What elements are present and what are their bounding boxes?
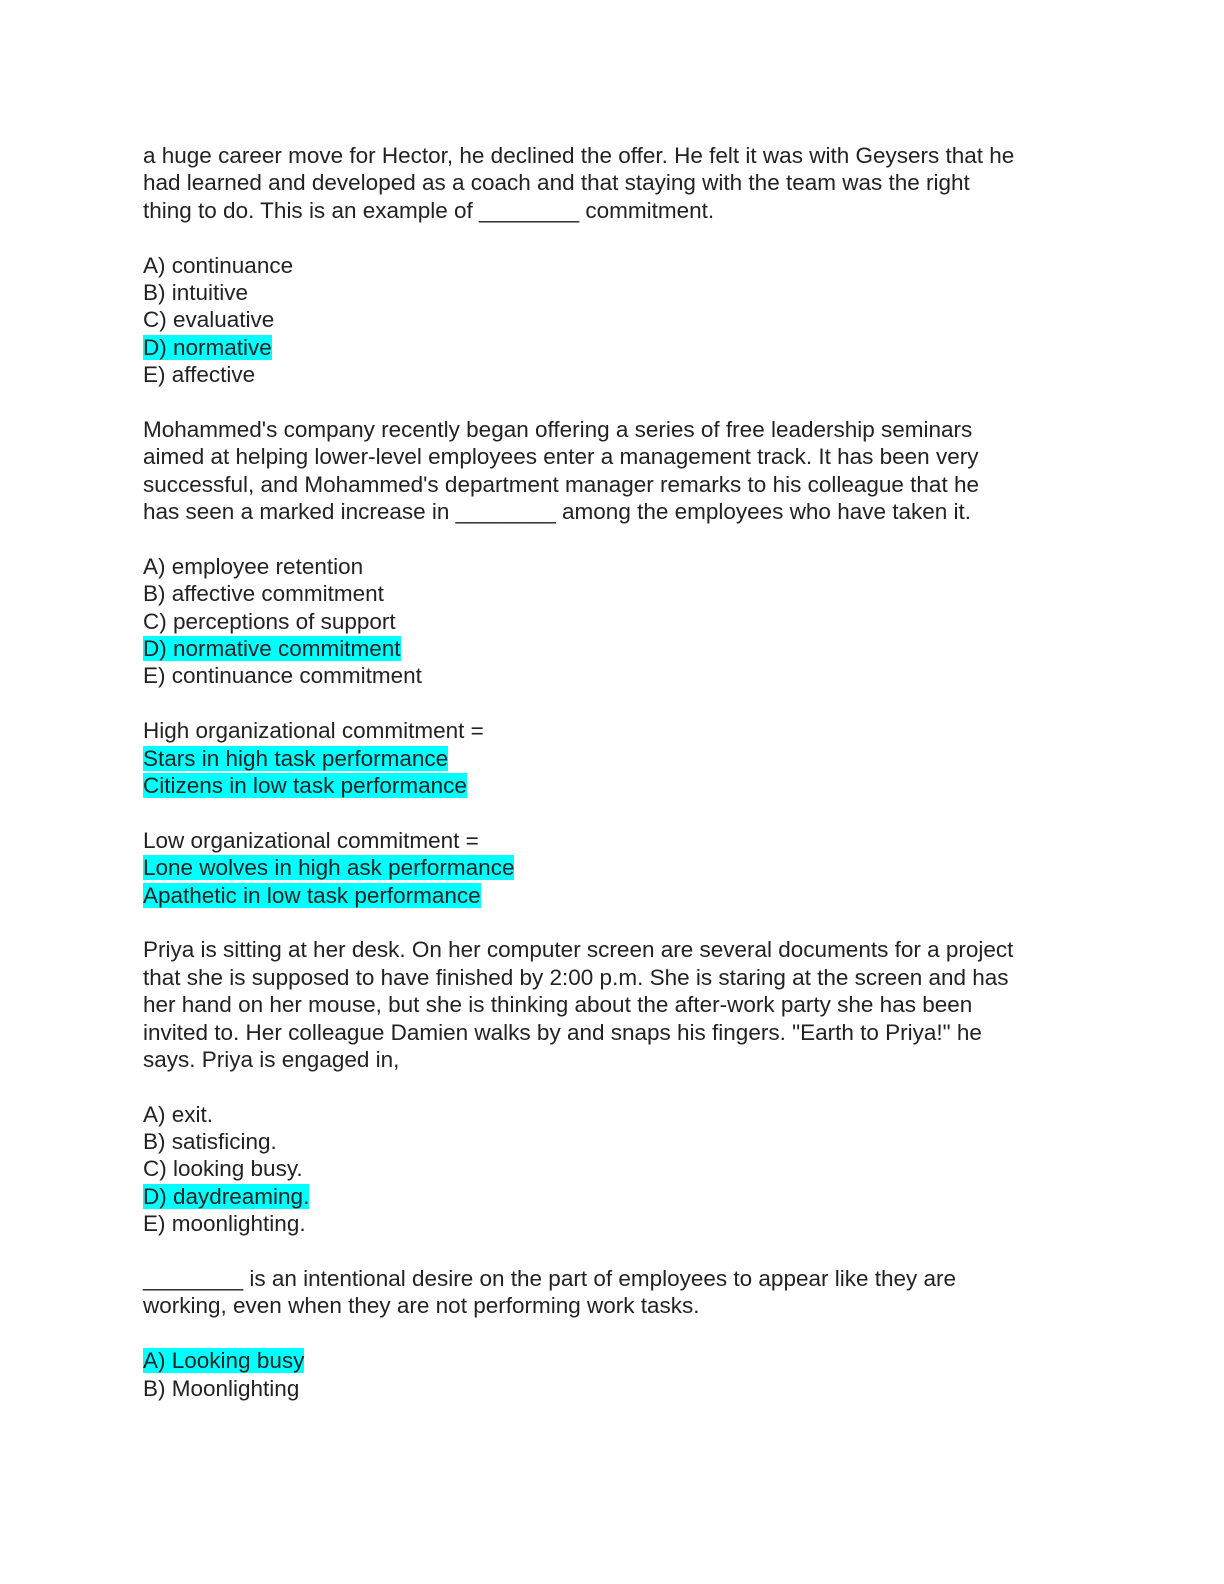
answer-option: C) looking busy. [143,1156,303,1182]
question-stem-line: says. Priya is engaged in, [143,1046,400,1072]
answer-option: B) affective commitment [143,581,384,607]
answer-option: C) perceptions of support [143,608,396,634]
highlight: A) Looking busy [143,1348,305,1374]
document-page [143,142,1083,1402]
highlight: D) normative commitment [143,636,401,662]
highlight: Stars in high task performance [143,745,449,771]
highlight: Apathetic in low task performance [143,882,481,908]
note-item [143,882,1083,909]
question-stem-line: a huge career move for Hector, he declined the offer. He felt it was with Geysers that he [143,143,1015,168]
question-2 [143,416,1083,690]
highlight: D) normative [143,334,272,360]
question-stem-line: that she is supposed to have finished by 2:00 p.m. She is staring at the screen and has [143,964,1009,990]
answer-option: E) moonlighting. [143,1211,306,1237]
answer-option: E) continuance commitment [143,663,422,689]
question-stem-line: Mohammed's company recently began offering a series of free leadership seminars [143,416,973,442]
answer-option-highlighted [143,334,1083,361]
answer-option-highlighted [143,1347,1083,1374]
answer-option: B) satisficing. [143,1129,277,1155]
question-stem-line: had learned and developed as a coach and that staying with the team was the right [143,170,970,196]
question-stem-line: her hand on her mouse, but she is thinking about the after-work party she has been [143,992,973,1018]
answer-option: E) affective [143,362,256,388]
answer-option-highlighted [143,1183,1083,1210]
note-high-commitment [143,717,1083,799]
note-heading: Low organizational commitment = [143,827,479,853]
question-stem-line: has seen a marked increase in ________ among the employees who have taken it. [143,499,972,525]
answer-option: B) intuitive [143,279,249,305]
question-stem-line: ________ is an intentional desire on the part of employees to appear like they are [143,1266,957,1292]
question-4 [143,1265,1083,1402]
question-stem-line: invited to. Her colleague Damien walks by and snaps his fingers. "Earth to Priya!" he [143,1019,982,1045]
question-stem-line: aimed at helping lower-level employees enter a management track. It has been very [143,444,979,470]
answer-option: A) exit. [143,1101,214,1127]
note-item [143,854,1083,881]
highlight: Citizens in low task performance [143,772,467,798]
question-stem-line: Priya is sitting at her desk. On her computer screen are several documents for a project [143,937,1014,963]
question-stem-line: thing to do. This is an example of ________ commitment. [143,197,715,223]
answer-option-highlighted [143,635,1083,662]
highlight: D) daydreaming. [143,1183,310,1209]
answer-option: A) employee retention [143,553,364,579]
highlight: Lone wolves in high ask performance [143,855,515,881]
question-stem-line: working, even when they are not performing work tasks. [143,1293,700,1319]
question-1 [143,142,1083,389]
answer-option: B) Moonlighting [143,1375,300,1401]
question-3 [143,936,1083,1237]
note-item [143,745,1083,772]
question-stem-line: successful, and Mohammed's department manager remarks to his colleague that he [143,471,979,497]
note-low-commitment [143,827,1083,909]
note-heading: High organizational commitment = [143,718,484,744]
answer-option: C) evaluative [143,307,275,333]
note-item [143,772,1083,799]
answer-option: A) continuance [143,252,294,278]
